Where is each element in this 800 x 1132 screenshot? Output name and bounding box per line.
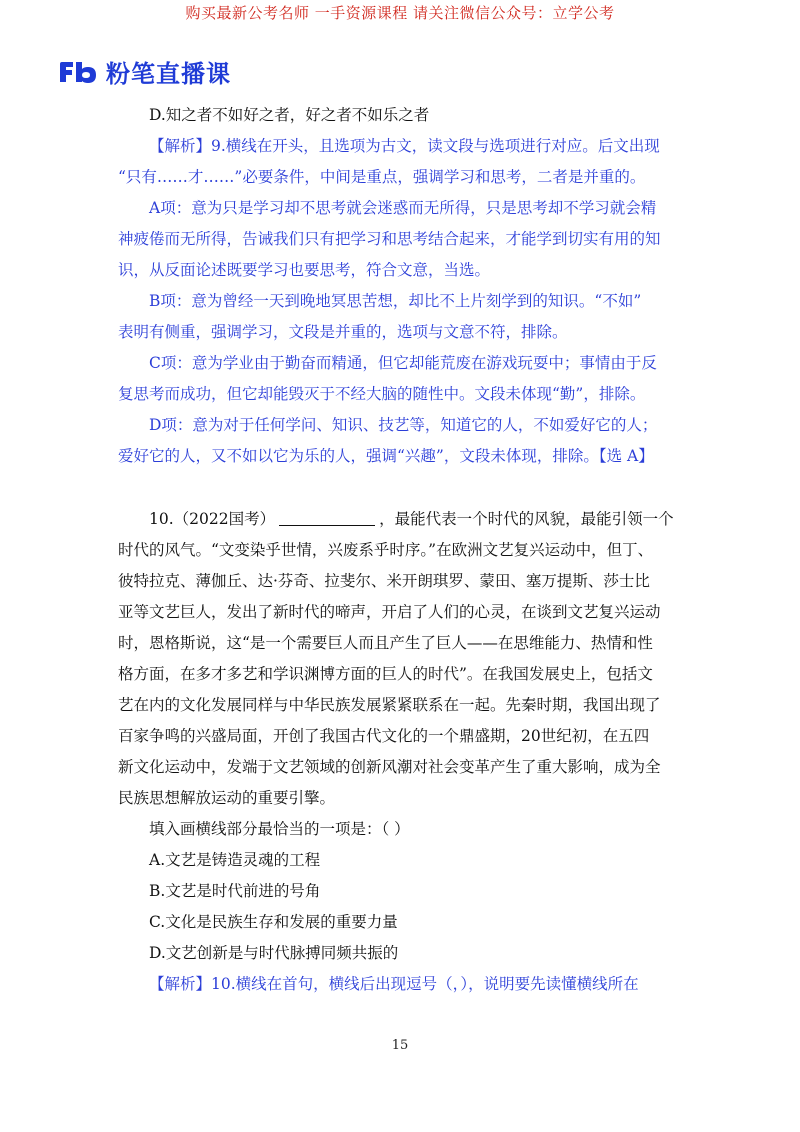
analysis-line: D项：意为对于任何学问、知识、技艺等，知道它的人，不如爱好它的人； [149,416,658,434]
stem-line: 民族思想解放运动的重要引擎。 [118,789,336,807]
analysis-line: B项：意为曾经一天到晚地冥思苦想，却比不上片刻学到的知识。“不如” [149,292,642,310]
fenbi-logo-icon [58,60,98,84]
q10-prompt: 填入画横线部分最恰当的一项是：（ ） [149,820,410,838]
logo [58,54,231,89]
stem-line: 时，恩格斯说，这“是一个需要巨人而且产生了巨人——在思维能力、热情和性 [118,634,653,652]
q10-option-b: B.文艺是时代前进的号角 [149,882,321,900]
analysis-line: “只有……才……”必要条件，中间是重点，强调学习和思考，二者是并重的。 [118,168,646,186]
analysis-line: 复思考而成功，但它却能毁灭于不经大脑的随性中。文段未体现“勤”，排除。 [118,385,646,403]
stem-line: 彼特拉克、薄伽丘、达·芬奇、拉斐尔、米开朗琪罗、蒙田、塞万提斯、莎士比 [118,572,650,590]
q9-analysis [118,131,684,472]
stem-line: 时代的风气。“文变染乎世情，兴废系乎时序。”在欧洲文艺复兴运动中，但丁、 [118,541,654,559]
q9-option-d: D.知之者不如好之者，好之者不如乐之者 [149,106,430,124]
q10-first-line-text: ，最能代表一个时代的风貌，最能引领一个 [379,510,674,528]
q10-first-line [118,504,684,535]
stem-line: 艺在内的文化发展同样与中华民族发展紧紧联系在一起。先秦时期，我国出现了 [118,696,661,714]
spacer [118,472,684,504]
analysis-line: C项：意为学业由于勤奋而精通，但它却能荒废在游戏玩耍中；事情由于反 [149,354,657,372]
page-content [118,100,684,1000]
q10-option-d: D.文艺创新是与时代脉搏同频共振的 [149,944,399,962]
analysis-line: 神疲倦而无所得，告诫我们只有把学习和思考结合起来，才能学到切实有用的知 [118,230,661,248]
stem-line: 新文化运动中，发端于文艺领域的创新风潮对社会变革产生了重大影响，成为全 [118,758,661,776]
analysis-line: 爱好它的人，又不如以它为乐的人，强调“兴趣”，文段未体现，排除。【选 A】 [118,447,654,465]
stem-line: 格方面，在多才多艺和学识渊博方面的巨人的时代”。在我国发展史上，包括文 [118,665,653,683]
answer-blank [279,509,375,526]
stem-line: 百家争鸣的兴盛局面，开创了我国古代文化的一个鼎盛期，20世纪初，在五四 [118,727,650,745]
analysis-line: 表明有侧重，强调学习，文段是并重的，选项与文意不符，排除。 [118,323,568,341]
q10-option-a: A.文艺是铸造灵魂的工程 [149,851,321,869]
stem-line: 亚等文艺巨人，发出了新时代的啼声，开启了人们的心灵，在谈到文艺复兴运动 [118,603,661,621]
analysis-line: A项：意为只是学习却不思考就会迷惑而无所得，只是思考却不学习就会精 [149,199,657,217]
page-number: 15 [391,1038,409,1053]
header-banner: 购买最新公考名师 一手资源课程 请关注微信公众号：立学公考 [185,4,615,22]
analysis-line: 【解析】9.横线在开头，且选项为古文，读文段与选项进行对应。后文出现 [149,137,660,155]
q10-number: 10.（2022国考） [149,510,276,528]
q10-option-c: C.文化是民族生存和发展的重要力量 [149,913,398,931]
logo-text: 粉笔直播课 [106,60,231,88]
analysis-line: 识，从反面论述既要学习也要思考，符合文意，当选。 [118,261,491,279]
q10-analysis-start: 【解析】10.横线在首句，横线后出现逗号（，），说明要先读懂横线所在 [149,975,639,993]
